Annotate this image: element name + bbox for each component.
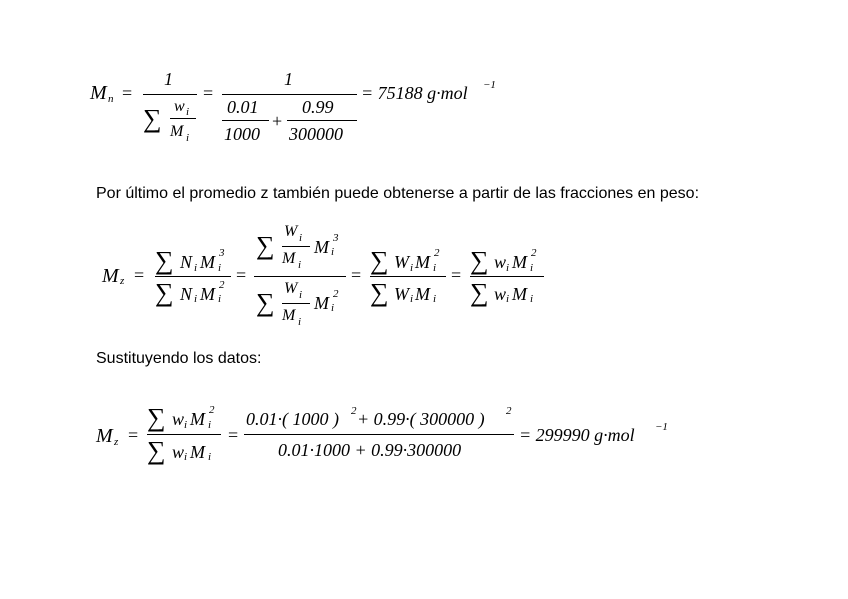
m-symbol: M <box>282 307 296 324</box>
subscript-i: i <box>506 293 510 305</box>
fraction-bar <box>244 434 514 435</box>
subscript-i: i <box>184 419 188 431</box>
exponent: 2 <box>333 288 339 300</box>
numeric-numerator: 0.01·( 1000 ) <box>246 409 339 429</box>
m-symbol: M <box>314 293 329 313</box>
numerator-value: 0.01 <box>227 97 259 117</box>
equals-sign: = <box>228 425 239 445</box>
w-symbol: w <box>174 98 185 115</box>
numerator-one: 1 <box>164 69 173 89</box>
sigma-symbol: ∑ <box>155 278 174 307</box>
m-symbol: M <box>314 237 329 257</box>
exponent: 2 <box>434 247 440 259</box>
subscript-i: i <box>184 451 188 463</box>
m-symbol: M <box>415 252 430 272</box>
fraction-bar <box>282 303 310 304</box>
fraction-bar <box>147 434 221 435</box>
subscript-i: i <box>218 262 222 274</box>
w-symbol: w <box>172 442 185 462</box>
subscript-i: i <box>194 262 198 274</box>
exponent: 2 <box>531 247 537 259</box>
equals-sign: = <box>451 265 462 285</box>
w-subscript: i <box>186 106 190 118</box>
sigma-symbol: ∑ <box>256 288 275 317</box>
subscript-i: i <box>299 289 303 301</box>
exponent: 2 <box>209 404 215 416</box>
equals-sign: = <box>203 83 214 103</box>
exponent: 2 <box>506 405 512 417</box>
equals-sign: = <box>122 83 133 103</box>
equals-sign: = <box>134 265 145 285</box>
denominator-value: 300000 <box>289 124 343 144</box>
fraction-bar <box>155 276 231 277</box>
fraction-bar <box>282 246 310 247</box>
numerator-value: 0.99 <box>302 97 334 117</box>
sigma-symbol: ∑ <box>147 403 166 432</box>
mz-subscript: z <box>120 275 125 287</box>
w-symbol: W <box>284 223 298 240</box>
w-symbol: w <box>172 409 185 429</box>
subscript-i: i <box>298 316 302 328</box>
mn-subscript: n <box>108 93 114 105</box>
m-symbol: M <box>200 284 215 304</box>
numerator-one: 1 <box>284 69 293 89</box>
subscript-i: i <box>433 262 437 274</box>
n-symbol: N <box>180 284 193 304</box>
mz-symbol: M <box>96 425 113 447</box>
paragraph-text: Sustituyendo los datos: <box>96 350 262 367</box>
m-symbol: M <box>170 123 184 140</box>
unit-exponent: −1 <box>655 421 668 433</box>
fraction-bar <box>170 118 196 119</box>
fraction-bar <box>143 94 197 95</box>
unit-exponent: −1 <box>483 79 496 91</box>
subscript-i: i <box>410 262 414 274</box>
equals-sign: = <box>128 425 139 445</box>
sigma-symbol: ∑ <box>143 104 162 133</box>
mz-subscript: z <box>114 436 119 448</box>
subscript-i: i <box>331 302 335 314</box>
subscript-i: i <box>433 293 437 305</box>
n-symbol: N <box>180 252 193 272</box>
sigma-symbol: ∑ <box>370 246 389 275</box>
w-symbol: W <box>284 280 298 297</box>
mz-result: = 299990 g·mol <box>519 425 635 445</box>
numeric-denominator: 0.01·1000 + 0.99·300000 <box>278 440 462 460</box>
m-symbol: M <box>200 252 215 272</box>
subscript-i: i <box>331 246 335 258</box>
equals-sign: = <box>236 265 247 285</box>
paragraph-text: Por último el promedio z también puede obtenerse a partir de las fracciones en peso: <box>96 185 700 202</box>
fraction-bar <box>222 120 269 121</box>
equals-sign: = <box>351 265 362 285</box>
w-symbol: w <box>494 252 507 272</box>
exponent: 3 <box>219 247 225 259</box>
subscript-i: i <box>530 262 534 274</box>
fraction-bar <box>370 276 446 277</box>
m-symbol: M <box>415 284 430 304</box>
subscript-i: i <box>410 293 414 305</box>
w-symbol: W <box>394 284 409 304</box>
subscript-i: i <box>208 451 212 463</box>
sigma-symbol: ∑ <box>470 246 489 275</box>
m-subscript: i <box>186 132 190 144</box>
sigma-symbol: ∑ <box>147 436 166 465</box>
mn-result: = 75188 g·mol <box>361 83 468 103</box>
exponent: 3 <box>333 232 339 244</box>
w-symbol: W <box>394 252 409 272</box>
m-symbol: M <box>190 409 205 429</box>
sigma-symbol: ∑ <box>256 231 275 260</box>
m-symbol: M <box>190 442 205 462</box>
fraction-bar <box>254 276 346 277</box>
subscript-i: i <box>208 419 212 431</box>
subscript-i: i <box>298 259 302 271</box>
subscript-i: i <box>218 293 222 305</box>
plus-sign: + <box>272 111 283 131</box>
subscript-i: i <box>194 293 198 305</box>
mn-symbol: M <box>90 82 107 104</box>
sigma-symbol: ∑ <box>155 246 174 275</box>
numeric-numerator-term: + 0.99·( 300000 ) <box>357 409 485 429</box>
fraction-bar <box>222 94 357 95</box>
subscript-i: i <box>506 262 510 274</box>
fraction-bar <box>470 276 544 277</box>
subscript-i: i <box>299 232 303 244</box>
sigma-symbol: ∑ <box>470 278 489 307</box>
denominator-value: 1000 <box>224 124 260 144</box>
mz-symbol: M <box>102 265 119 287</box>
m-symbol: M <box>512 284 527 304</box>
fraction-bar <box>287 120 357 121</box>
w-symbol: w <box>494 284 507 304</box>
exponent: 2 <box>351 405 357 417</box>
m-symbol: M <box>512 252 527 272</box>
subscript-i: i <box>530 293 534 305</box>
sigma-symbol: ∑ <box>370 278 389 307</box>
exponent: 2 <box>219 279 225 291</box>
m-symbol: M <box>282 250 296 267</box>
